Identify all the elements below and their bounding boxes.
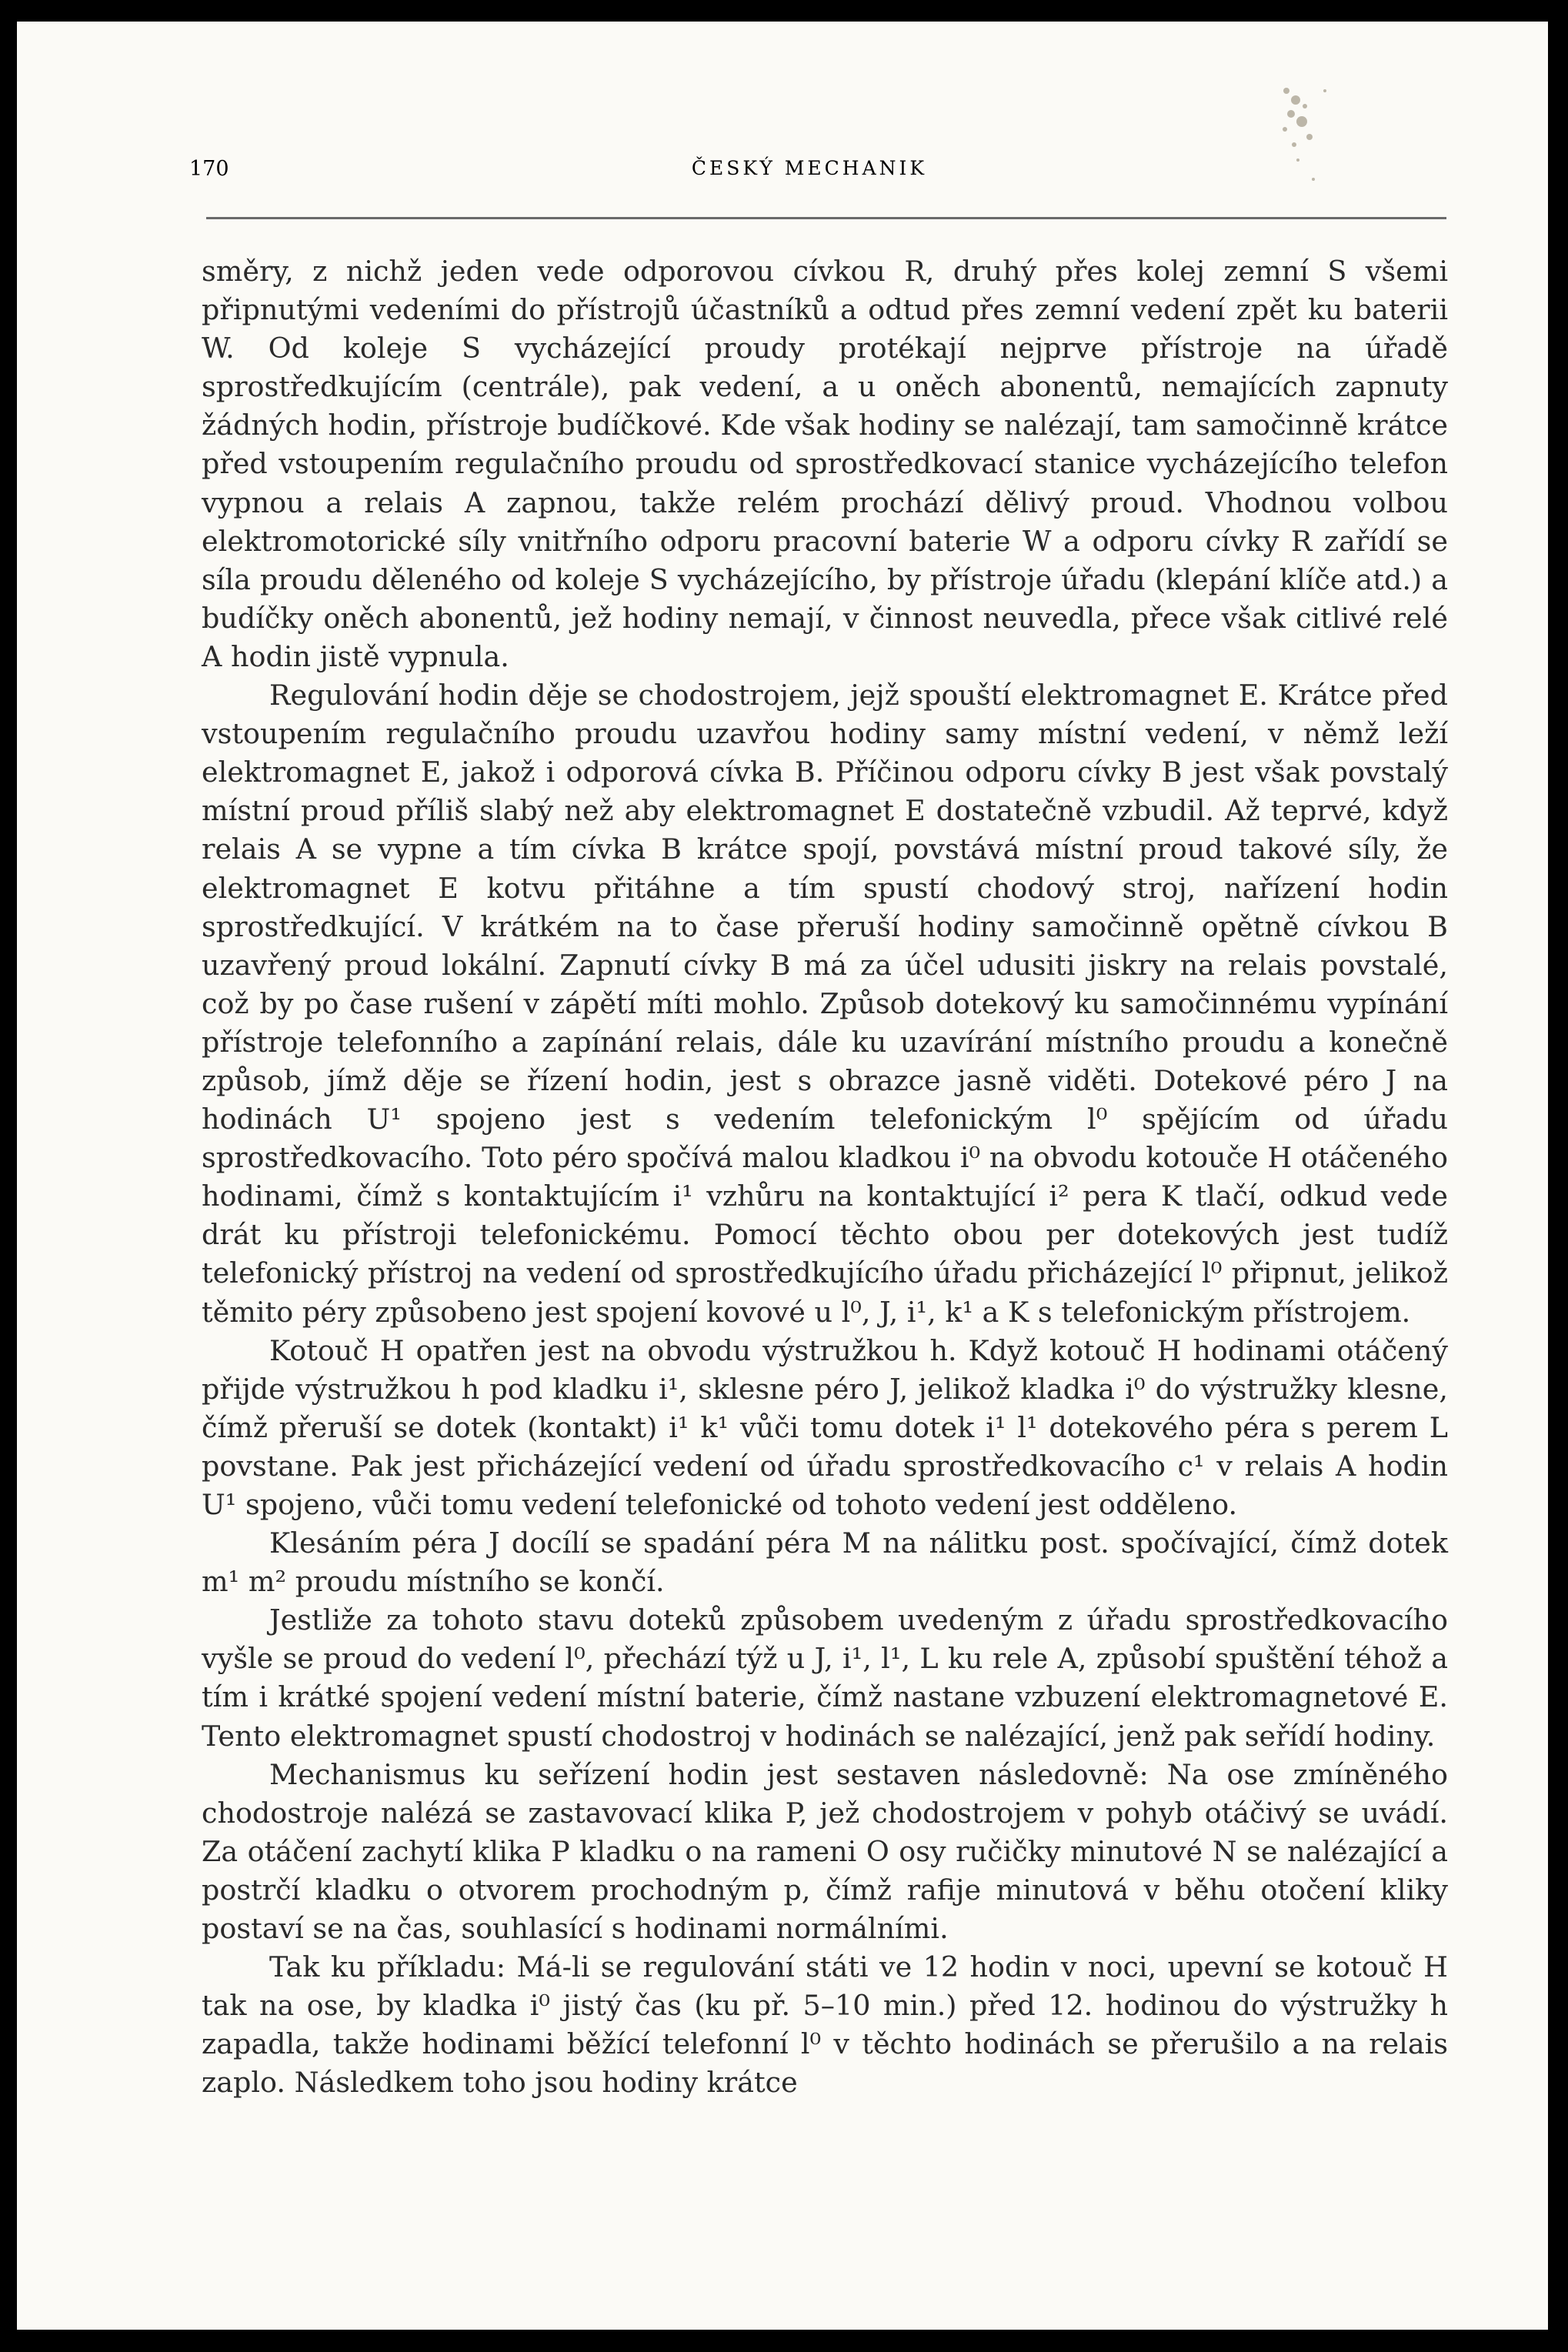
header-rule bbox=[206, 217, 1446, 219]
book-page bbox=[17, 22, 1548, 2330]
paragraph-5: Jestliže za tohoto stavu doteků způsobem uvedeným z úřadu sprostředkovacího vyšle se proud do vedení l⁰, přechází týž u J, i¹, l¹, L ku rele A, způsobí spuštění téhož a tím i krátké spojení vedení místní baterie, čímž nastane vzbuzení elektromagnetové E. Tento elektromagnet spustí chodostroj v hodinách se nalézající, jenž pak seřídí hodiny. bbox=[202, 1603, 1448, 1753]
paragraph-3: Kotouč H opatřen jest na obvodu výstružkou h. Když kotouč H hodinami otáčený přijde výstružkou h pod kladku i¹, sklesne péro J, jelikož kladka i⁰ do výstružky klesne, čímž přeruší se dotek (kontakt) i¹ k¹ vůči tomu dotek i¹ l¹ dotekového péra s perem L povstane. Pak jest přicházející vedení od úřadu sprostředkovacího c¹ v relais A hodin U¹ spojeno, vůči tomu vedení telefonické od tohoto vedení jest odděleno. bbox=[202, 1333, 1448, 1521]
body-text bbox=[202, 252, 1448, 2103]
paragraph-1: směry, z nichž jeden vede odporovou cívkou R, druhý přes kolej zemní S všemi připnutými vedeními do přístrojů účastníků a odtud přes zemní vedení zpět ku baterii W. Od koleje S vycházející proudy protékají nejprve přístroje na úřadě sprostředkujícím (centrále), pak vedení, a u oněch abonentů, nemajících zapnuty žádných hodin, přístroje budíčkové. Kde však hodiny se nalézají, tam samočinně krátce před vstoupením regulačního proudu od sprostředkovací stanice vycházejícího telefon vypnou a relais A zapnou, takže relém prochází dělivý proud. Vhodnou volbou elektromotorické síly vnitřního odporu pracovní baterie W a odporu cívky R zařídí se síla proudu děleného od koleje S vycházejícího, by přístroje úřadu (klepání klíče atd.) a budíčky oněch abonentů, jež hodiny nemají, v činnost neuvedla, přece však citlivé relé A hodin jistě vypnula. bbox=[202, 255, 1448, 673]
page-header bbox=[189, 157, 1430, 191]
running-title: ČESKÝ MECHANIK bbox=[691, 157, 928, 179]
page-number: 170 bbox=[189, 157, 229, 181]
paragraph-4: Klesáním péra J docílí se spadání péra M na nálitku post. spočívající, čímž dotek m¹ m² proudu místního se končí. bbox=[202, 1526, 1448, 1599]
paragraph-6: Mechanismus ku seřízení hodin jest sestaven následovně: Na ose zmíněného chodostroje nalézá se zastavovací klika P, jež chodostrojem v pohyb otáčivý se uvádí. Za otáčení zachytí klika P kladku o na rameni O osy ručičky minutové N se nalézající a postrčí kladku o otvorem prochodným p, čímž rafije minutová v běhu otočení kliky postaví se na čas, souhlasící s hodinami normálními. bbox=[202, 1757, 1448, 1946]
paragraph-7: Tak ku příkladu: Má-li se regulování státi ve 12 hodin v noci, upevní se kotouč H tak na ose, by kladka i⁰ jistý čas (ku př. 5–10 min.) před 12. hodinou do výstružky h zapadla, takže hodinami běžící telefonní l⁰ v těchto hodinách se přerušilo a na relais zaplo. Následkem toho jsou hodiny krátce bbox=[202, 1950, 1448, 2100]
paragraph-2: Regulování hodin děje se chodostrojem, jejž spouští elektromagnet E. Krátce před vstoupením regulačního proudu uzavřou hodiny samy místní vedení, v němž leží elektromagnet E, jakož i odporová cívka B. Příčinou odporu cívky B jest však povstalý místní proud příliš slabý než aby elektromagnet E dostatečně vzbudil. Až teprvé, když relais A se vypne a tím cívka B krátce spojí, povstává místní proud takové síly, že elektromagnet E kotvu přitáhne a tím spustí chodový stroj, nařízení hodin sprostředkující. V krátkém na to čase přeruší hodiny samočinně opětně cívkou B uzavřený proud lokální. Zapnutí cívky B má za účel udusiti jiskry na relais povstalé, což by po čase rušení v zápětí míti mohlo. Způsob dotekový ku samočinnému vypínání přístroje telefonního a zapínání relais, dále ku uzavírání místního proudu a konečně způsob, jímž děje se řízení hodin, jest s obrazce jasně viděti. Dotekové péro J na hodinách U¹ spojeno jest s vedením telefonickým l⁰ spějícím od úřadu sprostředkovacího. Toto péro spočívá malou kladkou i⁰ na obvodu kotouče H otáčeného hodinami, čímž s kontaktujícím i¹ vzhůru na kontaktující i² pera K tlačí, odkud vede drát ku přístroji telefonickému. Pomocí těchto obou per dotekových jest tudíž telefonický přístroj na vedení od sprostředkujícího úřadu přicházející l⁰ připnut, jelikož těmito péry způsobeno jest spojení kovové u l⁰, J, i¹, k¹ a K s telefonickým přístrojem. bbox=[202, 679, 1448, 1329]
